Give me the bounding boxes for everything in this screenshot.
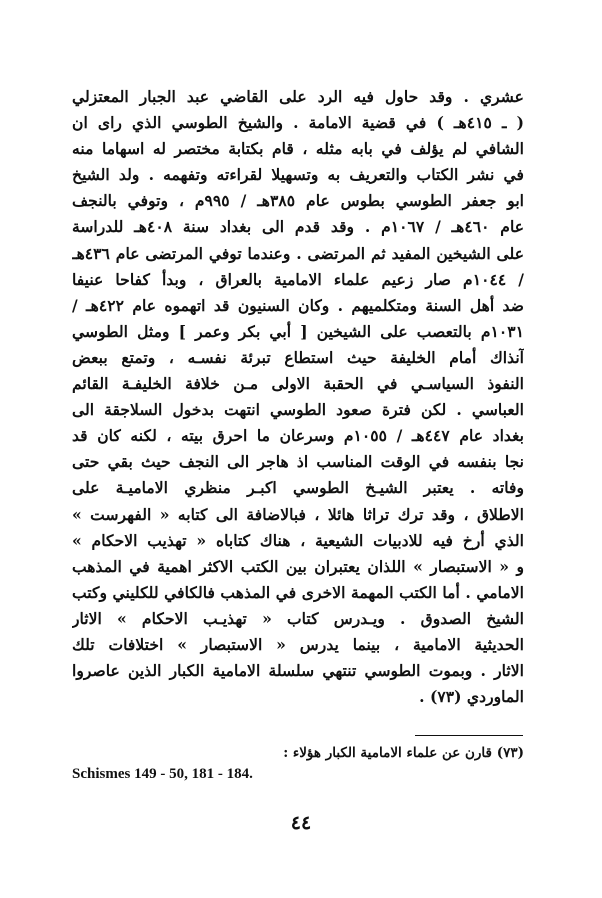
footnote-text: (٧٣) قارن عن علماء الامامية الكبار هؤلاء : bbox=[283, 745, 524, 761]
text-line: الشيخ الصدوق . ويـدرس كتاب « تهذيـب الاحكام » الاثار bbox=[72, 608, 524, 628]
main-paragraph bbox=[72, 84, 524, 710]
text-line: و « الاستبصار » اللذان يعتبران بين الكتب الاكثر اهمية في المذهب bbox=[72, 556, 524, 576]
text-line: العباسي . لكن فترة صعود الطوسي انتهت بدخول السلاجقة الى bbox=[72, 400, 524, 420]
text-line: على الشيخين المفيد ثم المرتضى . وعندما توفي المرتضى عام ٤٣٦هـ bbox=[72, 243, 524, 263]
text-line: ضد أهل السنة ومتكلميهم . وكان السنيون قد اتهموه عام ٤٢٢هـ / bbox=[72, 295, 524, 315]
footnote-divider bbox=[415, 735, 523, 736]
text-line: عشري . وقد حاول فيه الرد على القاضي عبد الجبار المعتزلي bbox=[72, 87, 524, 106]
text-line: ( ـ ٤١٥هـ ) في قضية الامامة . والشيخ الطوسي الذي راى ان bbox=[72, 113, 524, 133]
text-line: الماوردي (٧٣) . bbox=[419, 687, 524, 707]
text-line: ابو جعفر الطوسي بطوس عام ٣٨٥هـ / ٩٩٥م ، وتوفي بالنجف bbox=[72, 191, 524, 211]
text-line: النفوذ السياسـي في الحقبة الاولى مـن خلافة الخليفـة القائم bbox=[72, 374, 524, 394]
text-line: الاثار . وبموت الطوسي تنتهي سلسلة الامامية الكبار الذين عاصروا bbox=[72, 661, 524, 681]
text-line: الاطلاق ، وقد ترك تراثا هائلا ، فبالاضافة الى كتابه « الفهرست » bbox=[72, 504, 524, 524]
page-number: ٤٤ bbox=[290, 812, 312, 834]
text-line: وفاته . يعتبر الشيـخ الطوسي اكبـر منظري الاماميـة على bbox=[72, 478, 524, 498]
text-line: الامامي . أما الكتب المهمة الاخرى في المذهب فالكافي للكليني وكتب bbox=[72, 582, 524, 602]
text-line: عام ٤٦٠هـ / ١٠٦٧م . وقد قدم الى بغداد سنة ٤٠٨هـ للدراسة bbox=[72, 217, 524, 237]
text-line: ١٠٣١م بالتعصب على الشيخين [ أبي بكر وعمر ] ومثل الطوسي bbox=[72, 321, 524, 341]
text-line: آنذاك أمام الخليفة حيث استطاع تبرئة نفسـه ، وتمتع ببعض bbox=[72, 347, 524, 367]
footnote-reference: Schismes 149 - 50, 181 - 184. bbox=[72, 766, 253, 782]
text-line: في نشر الكتاب والتعريف به وتسهيلا لقراءته وتفهمه . ولد الشيخ bbox=[72, 165, 524, 185]
text-line: الذي أرخ فيه للادبيات الشيعية ، هناك كتاباه « تهذيب الاحكام » bbox=[72, 530, 524, 550]
text-line: بغداد عام ٤٤٧هـ / ١٠٥٥م وسرعان ما احرق بيته ، لكنه كان قد bbox=[72, 426, 524, 446]
text-line: الشافي لم يؤلف في بابه مثله ، قام بكتابة مختصر له اسهاما منه bbox=[72, 139, 524, 159]
text-line: / ١٠٤٤م صار زعيم علماء الامامية بالعراق ، وبدأ كفاحا عنيفا bbox=[72, 269, 524, 289]
text-line: الحديثية الامامية ، بينما يدرس « الاستبصار » اختلافات تلك bbox=[72, 634, 524, 654]
text-line: نجا بنفسه في الوقت المناسب اذ هاجر الى النجف حيث بقي حتى bbox=[72, 452, 524, 472]
